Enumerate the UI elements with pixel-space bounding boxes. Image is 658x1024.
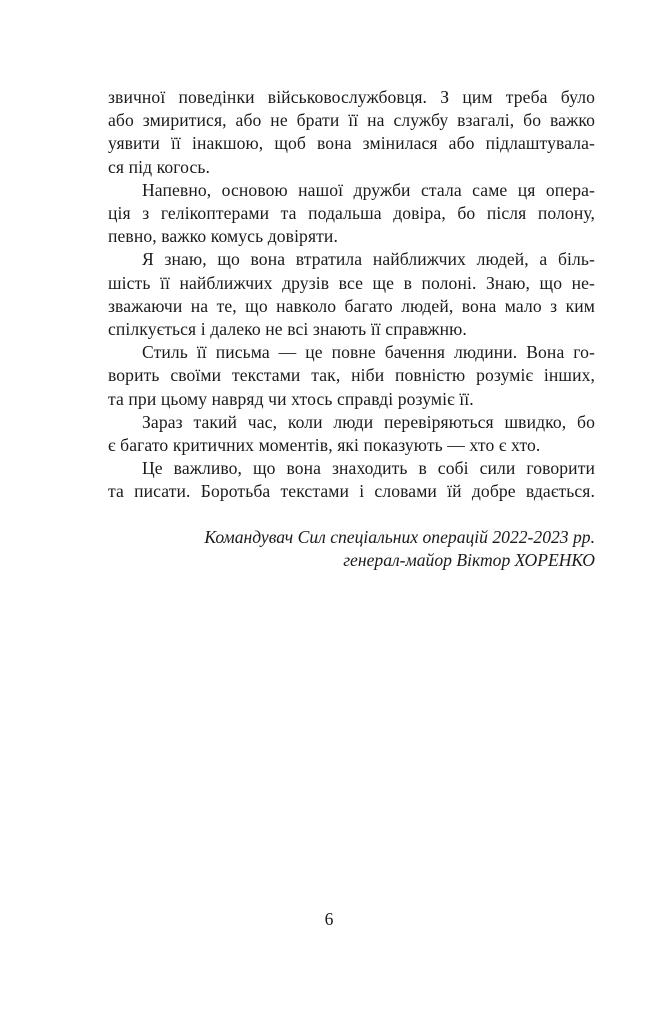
text-line: спілкується і далеко не всі знають її справжню. [108,319,467,340]
text-line: Це важливо, що вона знаходить в собі сили говорити [142,458,595,479]
text-line: є багато критичних моментів, які показують — хто є хто. [108,435,541,456]
text-line: ворить своїми текстами так, ніби повністю розуміє інших, [108,365,595,386]
text-line: ція з гелікоптерами та подальша довіра, бо після полону, [108,203,595,224]
text-line: та писати. Боротьба текстами і словами їй добре вдається. [108,481,595,502]
text-line: Зараз такий час, коли люди перевіряються швидко, бо [142,411,595,432]
text-line: Я знаю, що вона втратила найближчих людей, а біль- [142,249,595,270]
page-body [108,86,595,572]
text-line: зважаючи на те, що навколо багато людей, вона мало з ким [108,295,595,316]
signature-block [108,526,595,572]
signature-title: Командувач Сил спеціальних операцій 2022-2023 рр. [204,526,595,547]
paragraph-1 [108,86,595,179]
text-line: звичної поведінки військовослужбовця. З цим треба було [108,87,595,107]
paragraph-4 [108,341,595,411]
text-line: Напевно, основою нашої дружби стала саме ця опера- [142,179,595,200]
paragraph-6 [108,457,595,503]
signature-name: генерал-майор Віктор ХОРЕНКО [343,549,595,570]
text-line: Стиль її письма — це повне бачення людини. Вона го- [142,342,595,363]
text-line: та при цьому навряд чи хтось справді розуміє її. [108,388,474,409]
text-line: ся під когось. [108,156,211,177]
paragraph-3 [108,248,595,341]
page-number: 6 [324,909,334,929]
text-line: шість її найближчих друзів все ще в полоні. Знаю, що не- [108,272,595,293]
text-line: або змиритися, або не брати її на службу взагалі, бо важко [108,110,595,131]
text-line: певно, важко комусь довіряти. [108,226,338,247]
text-line: уявити її інакшою, щоб вона змінилася або підлаштувала- [108,133,595,154]
paragraph-2 [108,179,595,249]
paragraph-5 [108,411,595,457]
